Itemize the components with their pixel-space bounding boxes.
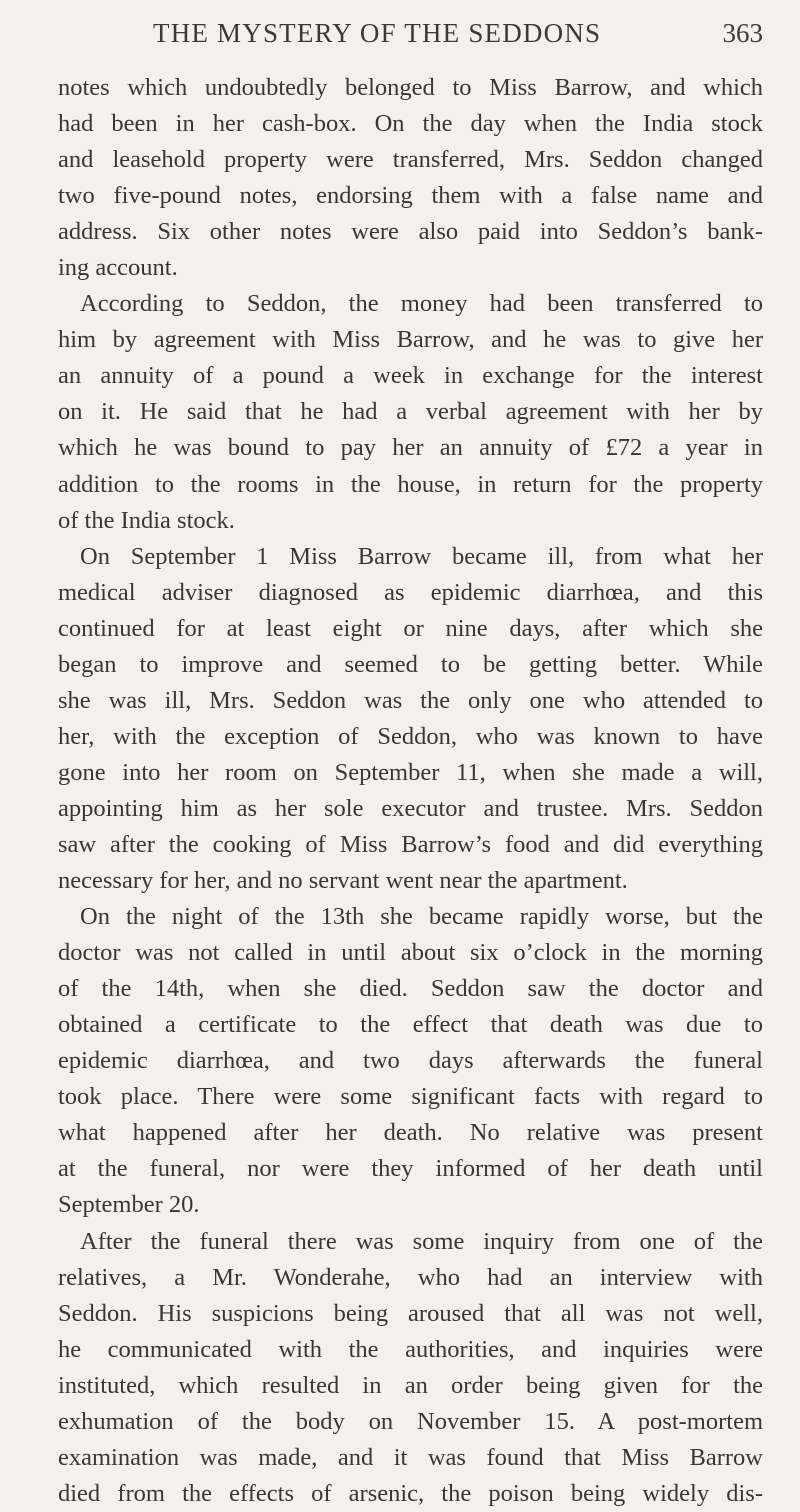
text-line: he communicated with the authorities, and inquiries were — [58, 1335, 763, 1363]
text-line: instituted, which resulted in an order being given for the — [58, 1371, 763, 1399]
text-line: relatives, a Mr. Wonderahe, who had an interview with — [58, 1263, 763, 1291]
text-line: address. Six other notes were also paid into Seddon’s bank- — [58, 218, 763, 246]
text-line: began to improve and seemed to be getting better. While — [58, 650, 763, 678]
body-text — [58, 70, 763, 1512]
text-line: examination was made, and it was found that Miss Barrow — [58, 1443, 763, 1471]
text-line: Seddon. His suspicions being aroused that all was not well, — [58, 1299, 763, 1327]
text-line: had been in her cash-box. On the day when the India stock — [58, 110, 763, 138]
text-line: of the 14th, when she died. Seddon saw the doctor and — [58, 975, 763, 1003]
text-line: September 20. — [58, 1191, 200, 1219]
text-line: two five-pound notes, endorsing them with a false name and — [58, 182, 763, 210]
text-line: which he was bound to pay her an annuity of £72 a year in — [58, 434, 763, 462]
text-line: saw after the cooking of Miss Barrow’s food and did everything — [58, 830, 763, 858]
text-line: necessary for her, and no servant went near the apartment. — [58, 867, 628, 895]
text-line: continued for at least eight or nine days, after which she — [58, 614, 763, 642]
text-line: of the India stock. — [58, 506, 235, 534]
text-line: doctor was not called in until about six o’clock in the morning — [58, 939, 763, 967]
running-head — [58, 18, 763, 58]
text-line: obtained a certificate to the effect that death was due to — [58, 1011, 763, 1039]
text-line: him by agreement with Miss Barrow, and he was to give her — [58, 326, 763, 354]
text-line: at the funeral, nor were they informed of her death until — [58, 1155, 763, 1183]
text-line: notes which undoubtedly belonged to Miss Barrow, and which — [58, 74, 763, 101]
text-line: took place. There were some significant facts with regard to — [58, 1083, 763, 1111]
text-line: what happened after her death. No relative was present — [58, 1119, 763, 1147]
text-line: On the night of the 13th she became rapidly worse, but the — [80, 903, 763, 931]
text-line: ing account. — [58, 254, 178, 282]
page-number: 363 — [722, 18, 763, 48]
text-line: appointing him as her sole executor and trustee. Mrs. Seddon — [58, 794, 763, 822]
text-line: On September 1 Miss Barrow became ill, from what her — [80, 542, 763, 570]
text-line: According to Seddon, the money had been transferred to — [80, 290, 763, 318]
text-line: addition to the rooms in the house, in return for the property — [58, 470, 763, 498]
text-line: her, with the exception of Seddon, who was known to have — [58, 722, 763, 750]
text-line: After the funeral there was some inquiry from one of the — [80, 1227, 763, 1255]
text-line: on it. He said that he had a verbal agreement with her by — [58, 398, 763, 426]
text-line: exhumation of the body on November 15. A post-mortem — [58, 1407, 763, 1435]
text-line: gone into her room on September 11, when she made a will, — [58, 758, 763, 786]
text-line: epidemic diarrhœa, and two days afterwards the funeral — [58, 1047, 763, 1075]
running-title: THE MYSTERY OF THE SEDDONS — [153, 18, 602, 48]
text-line: medical adviser diagnosed as epidemic diarrhœa, and this — [58, 578, 763, 606]
text-line: an annuity of a pound a week in exchange for the interest — [58, 362, 763, 390]
text-line: and leasehold property were transferred, Mrs. Seddon changed — [58, 146, 763, 174]
text-line: died from the effects of arsenic, the poison being widely dis- — [58, 1479, 763, 1507]
text-line: she was ill, Mrs. Seddon was the only one who attended to — [58, 686, 763, 714]
